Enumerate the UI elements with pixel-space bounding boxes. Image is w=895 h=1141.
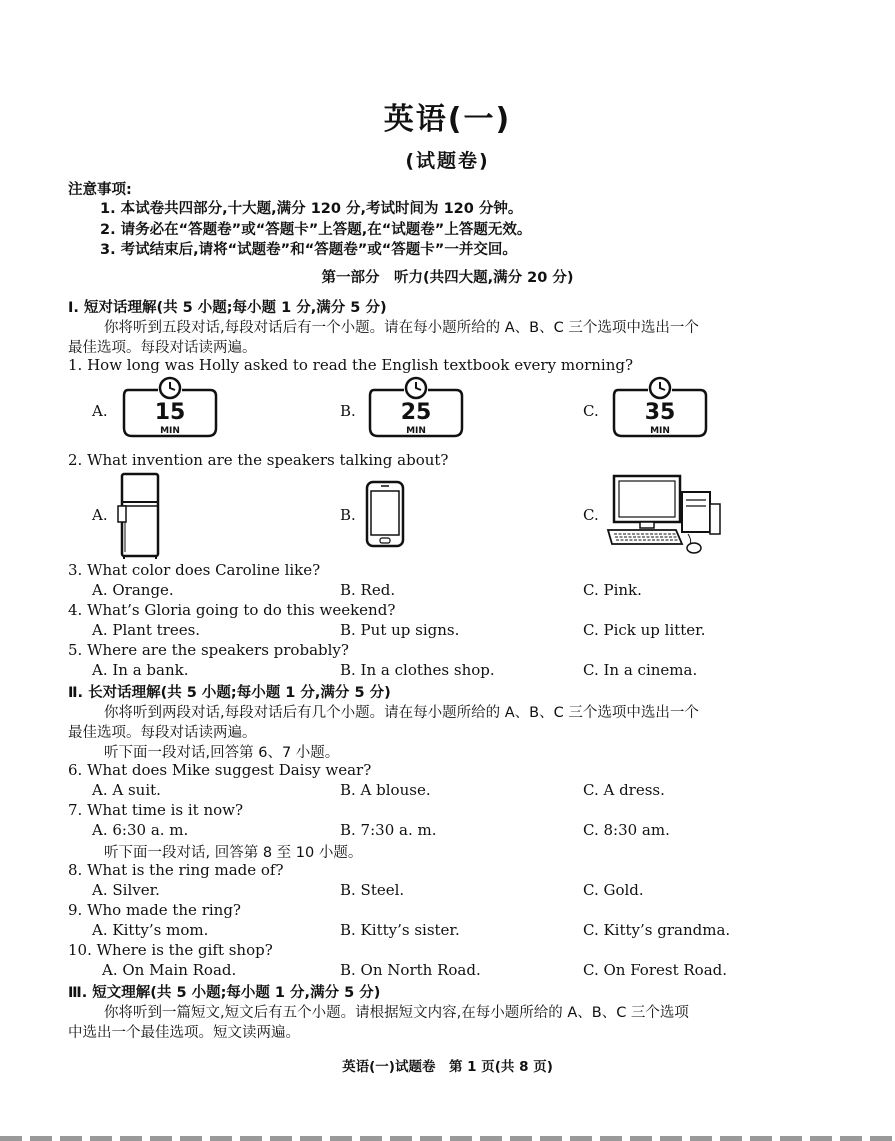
q7-option-b: B. 7:30 a. m.	[340, 821, 437, 839]
q2-stem: 2. What invention are the speakers talking about?	[68, 451, 449, 469]
q1-c-unit: MIN	[650, 426, 670, 436]
q1-label-c: C.	[583, 402, 599, 420]
q8-option-c: C. Gold.	[583, 881, 644, 899]
q10-option-c: C. On Forest Road.	[583, 961, 728, 979]
q5-option-b: B. In a clothes shop.	[340, 661, 495, 679]
q4-stem: 4. What’s Gloria going to do this weekend?	[68, 601, 396, 619]
page-title: 英语(一)	[383, 102, 512, 137]
section2-instruction-1: 你将听到两段对话,每段对话后有几个小题。请在每小题所给的 A、B、C 三个选项中选出一个	[104, 705, 699, 721]
q6-option-a: A. A suit.	[92, 781, 161, 799]
q5-option-a: A. In a bank.	[92, 661, 189, 679]
notice-item-2: 2. 请务必在“答题卷”或“答题卡”上答题,在“试题卷”上答题无效。	[100, 222, 532, 238]
section3-heading: Ⅲ. 短文理解(共 5 小题;每小题 1 分,满分 5 分)	[68, 985, 381, 1001]
q9-stem: 9. Who made the ring?	[68, 901, 241, 919]
q1-label-b: B.	[340, 402, 356, 420]
q6-stem: 6. What does Mike suggest Daisy wear?	[68, 761, 372, 779]
timer-15-icon	[122, 376, 218, 446]
q4-option-a: A. Plant trees.	[92, 621, 201, 639]
notice-heading: 注意事项:	[68, 182, 132, 198]
q3-stem: 3. What color does Caroline like?	[68, 561, 321, 579]
q2-label-c: C.	[583, 506, 599, 524]
q2-label-a: A.	[92, 506, 108, 524]
notice-item-1: 1. 本试卷共四部分,十大题,满分 120 分,考试时间为 120 分钟。	[100, 201, 523, 217]
smartphone-icon	[364, 480, 406, 552]
q5-option-c: C. In a cinema.	[583, 661, 698, 679]
q1-b-number: 25	[400, 400, 432, 425]
section1-heading: Ⅰ. 短对话理解(共 5 小题;每小题 1 分,满分 5 分)	[68, 300, 387, 316]
q2-label-b: B.	[340, 506, 356, 524]
timer-25-icon	[368, 376, 464, 446]
section3-instruction-1: 你将听到一篇短文,短文后有五个小题。请根据短文内容,在每小题所给的 A、B、C 三个选项	[104, 1005, 689, 1021]
section2-sub-instruction-2: 听下面一段对话, 回答第 8 至 10 小题。	[104, 845, 363, 861]
section2-sub-instruction-1: 听下面一段对话,回答第 6、7 小题。	[104, 745, 340, 761]
page-subtitle: (试题卷)	[405, 150, 490, 172]
refrigerator-icon	[116, 472, 164, 564]
scan-edge-divider	[0, 1136, 895, 1141]
q1-c-number: 35	[644, 400, 676, 425]
q1-label-a: A.	[92, 402, 108, 420]
q6-option-b: B. A blouse.	[340, 781, 431, 799]
section2-instruction-2: 最佳选项。每段对话读两遍。	[68, 725, 257, 741]
q9-option-a: A. Kitty’s mom.	[92, 921, 209, 939]
q3-option-c: C. Pink.	[583, 581, 642, 599]
q3-option-b: B. Red.	[340, 581, 396, 599]
page-footer: 英语(一)试题卷 第 1 页(共 8 页)	[342, 1059, 553, 1075]
desktop-computer-icon	[606, 474, 728, 562]
q6-option-c: C. A dress.	[583, 781, 665, 799]
q9-option-c: C. Kitty’s grandma.	[583, 921, 731, 939]
q9-option-b: B. Kitty’s sister.	[340, 921, 460, 939]
notice-item-3: 3. 考试结束后,请将“试题卷”和“答题卷”或“答题卡”一并交回。	[100, 242, 517, 258]
section1-instruction-2: 最佳选项。每段对话读两遍。	[68, 340, 257, 356]
q8-stem: 8. What is the ring made of?	[68, 861, 284, 879]
part1-heading: 第一部分 听力(共四大题,满分 20 分)	[321, 270, 574, 286]
q1-b-unit: MIN	[406, 426, 426, 436]
section1-instruction-1: 你将听到五段对话,每段对话后有一个小题。请在每小题所给的 A、B、C 三个选项中选出一个	[104, 320, 699, 336]
q10-stem: 10. Where is the gift shop?	[68, 941, 273, 959]
q7-option-a: A. 6:30 a. m.	[92, 821, 189, 839]
timer-35-icon	[612, 376, 708, 446]
q4-option-b: B. Put up signs.	[340, 621, 460, 639]
q8-option-a: A. Silver.	[92, 881, 160, 899]
q5-stem: 5. Where are the speakers probably?	[68, 641, 349, 659]
q8-option-b: B. Steel.	[340, 881, 405, 899]
q7-stem: 7. What time is it now?	[68, 801, 244, 819]
section3-instruction-2: 中选出一个最佳选项。短文读两遍。	[68, 1025, 300, 1041]
q10-option-b: B. On North Road.	[340, 961, 481, 979]
q1-a-unit: MIN	[160, 426, 180, 436]
q1-stem: 1. How long was Holly asked to read the English textbook every morning?	[68, 356, 634, 374]
q7-option-c: C. 8:30 am.	[583, 821, 670, 839]
section2-heading: Ⅱ. 长对话理解(共 5 小题;每小题 1 分,满分 5 分)	[68, 685, 391, 701]
q1-a-number: 15	[154, 400, 186, 425]
q10-option-a: A. On Main Road.	[102, 961, 237, 979]
q3-option-a: A. Orange.	[92, 581, 174, 599]
q4-option-c: C. Pick up litter.	[583, 621, 706, 639]
